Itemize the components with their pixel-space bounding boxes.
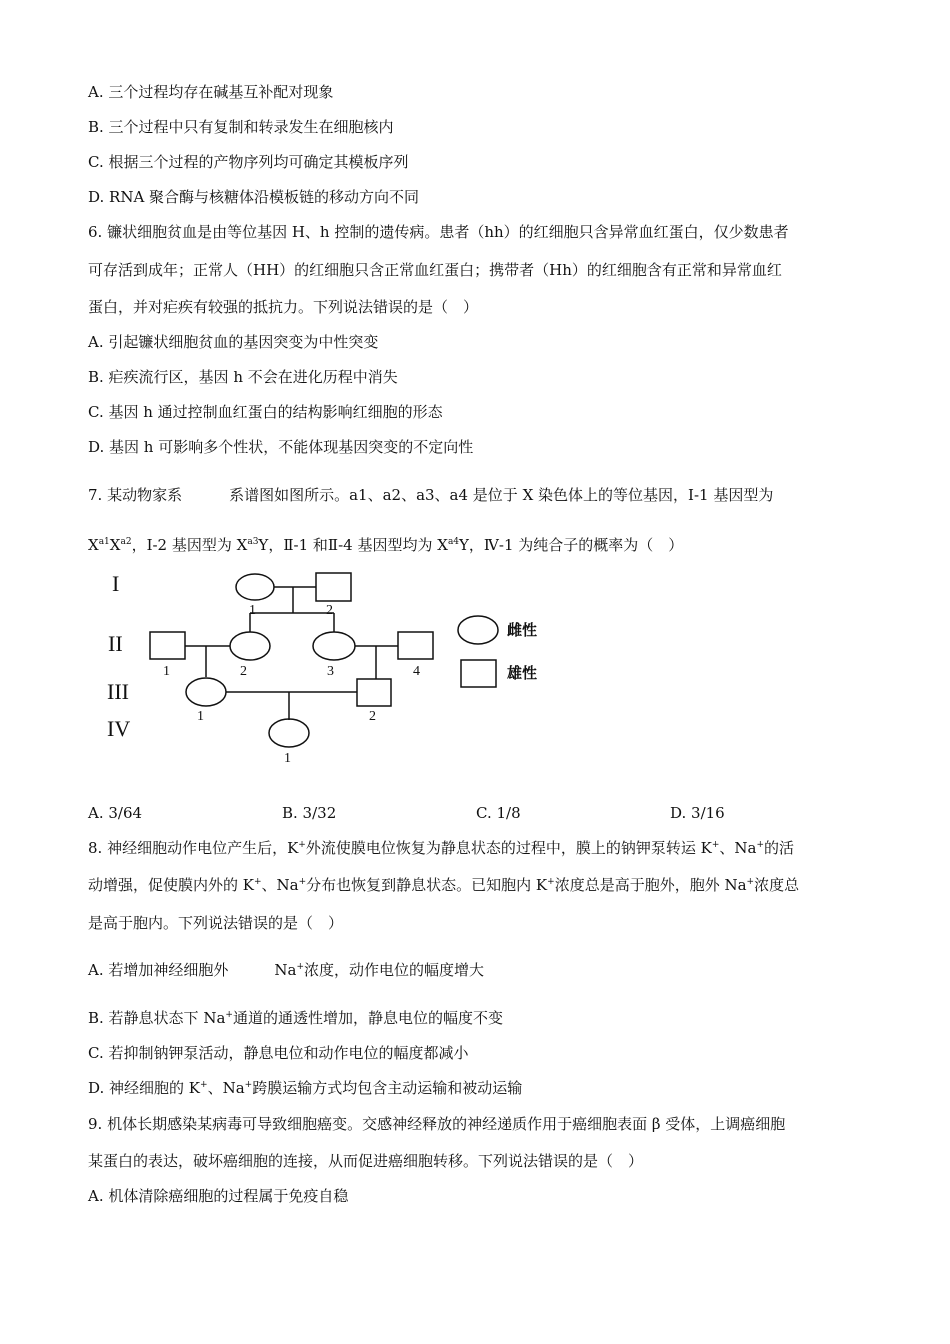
q8-option-a bbox=[88, 960, 484, 980]
q8-text: 浓度总是高于胞外，胞外 Na bbox=[554, 876, 747, 894]
q6-option-a: A. 引起镰状细胞贫血的基因突变为中性突变 bbox=[88, 333, 379, 351]
legend-male-symbol bbox=[461, 660, 496, 687]
q8-text: 通道的通透性增加，静息电位的幅度不变 bbox=[232, 1009, 503, 1027]
q8-text: 外流使膜电位恢复为静息状态的过程中，膜上的钠钾泵转运 K bbox=[305, 839, 712, 857]
q8-text: 8. 神经细胞动作电位产生后，K bbox=[88, 839, 299, 857]
q7-stem-part-a: 7. 某动物家系 bbox=[88, 486, 183, 504]
gen-label-iv: IV bbox=[107, 716, 131, 741]
gen-label-i: I bbox=[112, 571, 120, 596]
q7-stem-part-c: ，Ⅰ-2 基因型为 X bbox=[131, 536, 248, 554]
num-i1: 1 bbox=[249, 603, 256, 618]
charge-plus: + bbox=[298, 877, 307, 887]
q8-text: B. 若静息状态下 Na bbox=[88, 1009, 226, 1027]
q8-text: 、Na bbox=[719, 839, 757, 857]
q6-option-c: C. 基因 h 通过控制血红蛋白的结构影响红细胞的形态 bbox=[88, 403, 443, 421]
num-iv1: 1 bbox=[284, 751, 291, 766]
q8-text: D. 神经细胞的 K bbox=[88, 1079, 201, 1097]
gen-label-iii: III bbox=[107, 679, 129, 704]
num-ii1: 1 bbox=[163, 664, 170, 679]
q8-text: 浓度总 bbox=[754, 876, 800, 894]
q5-option-d: D. RNA 聚合酶与核糖体沿模板链的移动方向不同 bbox=[88, 188, 420, 206]
genotype-x: X bbox=[109, 536, 121, 554]
charge-plus: + bbox=[711, 840, 720, 850]
q5-option-c: C. 根据三个过程的产物序列均可确定其模板序列 bbox=[88, 153, 409, 171]
q7-stem-part-d: Y，Ⅱ-1 和Ⅱ-4 基因型均为 X bbox=[258, 536, 448, 554]
ii2-female bbox=[230, 632, 270, 660]
ii3-female bbox=[313, 632, 355, 660]
q6-option-d: D. 基因 h 可影响多个性状，不能体现基因突变的不定向性 bbox=[88, 438, 474, 456]
iii2-male bbox=[357, 679, 391, 706]
q6-stem-line3: 蛋白，并对疟疾有较强的抵抗力。下列说法错误的是（ ） bbox=[88, 298, 479, 316]
q9-stem-line2: 某蛋白的表达，破坏癌细胞的连接，从而促进癌细胞转移。下列说法错误的是（ ） bbox=[88, 1152, 644, 1170]
q8-stem-line1 bbox=[88, 838, 794, 858]
num-ii2: 2 bbox=[240, 664, 247, 679]
charge-plus: + bbox=[200, 1080, 208, 1090]
num-iii2: 2 bbox=[369, 709, 376, 724]
num-i2: 2 bbox=[326, 603, 333, 618]
charge-plus: + bbox=[296, 962, 304, 972]
q8-stem-line2 bbox=[88, 875, 799, 895]
q8-text: 、Na bbox=[261, 876, 299, 894]
legend-female-symbol bbox=[458, 616, 498, 644]
q6-stem-line2: 可存活到成年；正常人（HH）的红细胞只含正常血红蛋白；携带者（Hh）的红细胞含有正常和异常血红 bbox=[88, 261, 782, 279]
q8-text: 浓度，动作电位的幅度增大 bbox=[304, 961, 485, 979]
charge-plus: + bbox=[298, 840, 306, 850]
charge-plus: + bbox=[746, 877, 755, 887]
q8-text: 分布也恢复到静息状态。已知胞内 K bbox=[306, 876, 548, 894]
genotype-x: X bbox=[88, 536, 99, 554]
q8-text: 跨膜运输方式均包含主动运输和被动运输 bbox=[252, 1079, 523, 1097]
i2-male bbox=[316, 573, 351, 601]
legend-female-label: 雌性 bbox=[507, 623, 538, 639]
pedigree-diagram bbox=[0, 563, 950, 783]
q7-option-a: A. 3/64 bbox=[88, 804, 143, 822]
q5-option-a: A. 三个过程均存在碱基互补配对现象 bbox=[88, 83, 334, 101]
q5-option-b: B. 三个过程中只有复制和转录发生在细胞核内 bbox=[88, 118, 394, 136]
num-ii4: 4 bbox=[413, 664, 420, 679]
q8-stem-line3: 是高于胞内。下列说法错误的是（ ） bbox=[88, 914, 344, 932]
allele-a4: a4 bbox=[447, 537, 460, 547]
gen-label-ii: II bbox=[108, 631, 123, 656]
charge-plus: + bbox=[547, 877, 555, 887]
ii1-male bbox=[150, 632, 185, 659]
charge-plus: + bbox=[253, 877, 262, 887]
q8-text: 的活 bbox=[764, 839, 795, 857]
iii1-female bbox=[186, 678, 226, 706]
allele-a3: a3 bbox=[247, 537, 259, 547]
q7-stem-line1 bbox=[88, 485, 773, 505]
q9-option-a: A. 机体清除癌细胞的过程属于免疫自稳 bbox=[88, 1187, 349, 1205]
charge-plus: + bbox=[756, 840, 764, 850]
q7-stem-line2 bbox=[88, 535, 683, 555]
q7-option-d: D. 3/16 bbox=[670, 804, 725, 822]
q8-option-d bbox=[88, 1078, 522, 1098]
q7-stem-part-b: 系谱图如图所示。a1、a2、a3、a4 是位于 X 染色体上的等位基因，Ⅰ-1 基因型为 bbox=[229, 486, 774, 504]
num-iii1: 1 bbox=[197, 709, 204, 724]
allele-a1: a1 bbox=[98, 537, 110, 547]
ii4-male bbox=[398, 632, 433, 659]
q8-text: 、Na bbox=[207, 1079, 245, 1097]
allele-a2: a2 bbox=[120, 537, 132, 547]
q8-text: A. 若增加神经细胞外 bbox=[88, 961, 229, 979]
q6-stem-line1: 6. 镰状细胞贫血是由等位基因 H、h 控制的遗传病。患者（hh）的红细胞只含异常血红蛋白，仅少数患者 bbox=[88, 223, 789, 241]
q8-text: 动增强，促使膜内外的 K bbox=[88, 876, 254, 894]
iv1-female bbox=[269, 719, 309, 747]
charge-plus: + bbox=[225, 1010, 233, 1020]
q7-stem-part-e: Y，Ⅳ-1 为纯合子的概率为（ ） bbox=[459, 536, 684, 554]
q6-option-b: B. 疟疾流行区，基因 h 不会在进化历程中消失 bbox=[88, 368, 398, 386]
q7-option-c: C. 1/8 bbox=[476, 804, 521, 822]
q9-stem-line1: 9. 机体长期感染某病毒可导致细胞癌变。交感神经释放的神经递质作用于癌细胞表面 β 受体，上调癌细胞 bbox=[88, 1115, 786, 1133]
q7-option-b: B. 3/32 bbox=[282, 804, 337, 822]
num-ii3: 3 bbox=[327, 664, 334, 679]
q8-option-b bbox=[88, 1008, 503, 1028]
legend-male-label: 雄性 bbox=[507, 666, 538, 682]
q8-option-c: C. 若抑制钠钾泵活动，静息电位和动作电位的幅度都减小 bbox=[88, 1044, 469, 1062]
q8-text: Na bbox=[274, 961, 297, 979]
i1-female bbox=[236, 574, 274, 600]
charge-plus: + bbox=[244, 1080, 253, 1090]
